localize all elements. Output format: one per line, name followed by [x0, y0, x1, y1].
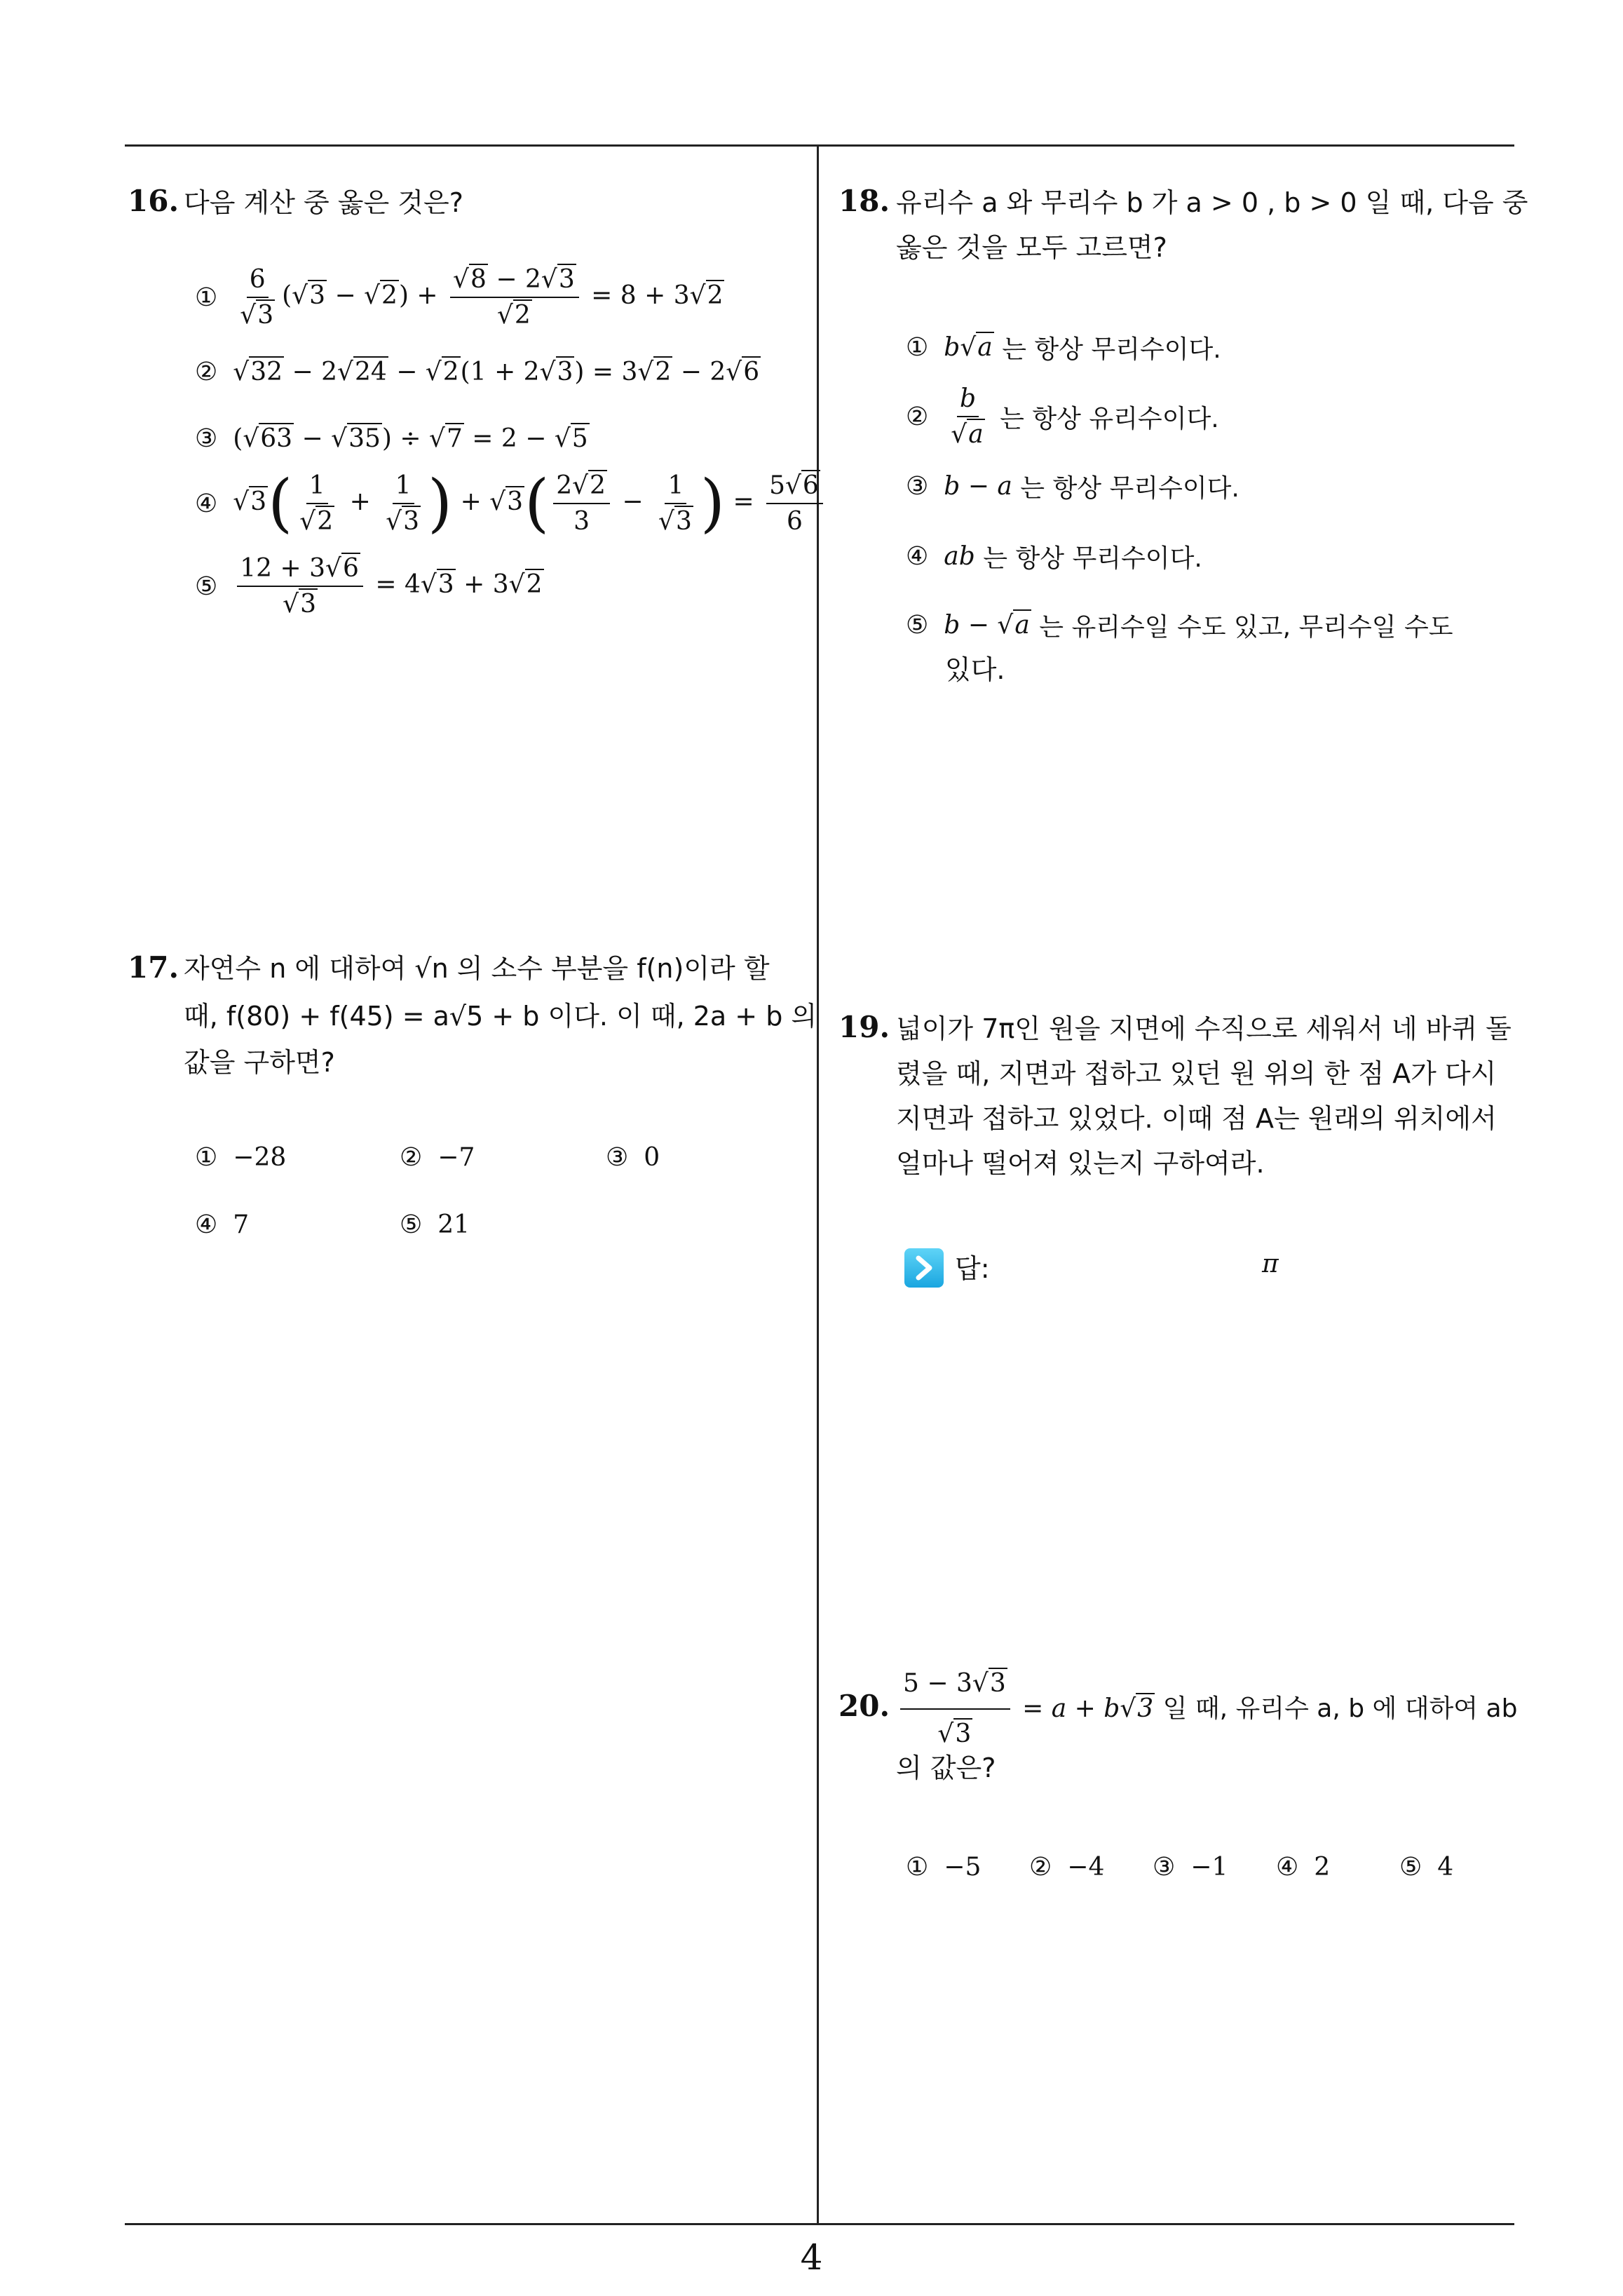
question-line-2: 렸을 때, 지면과 접하고 있던 원 위의 한 점 A가 다시	[896, 1058, 1497, 1089]
math-expression: b − a	[944, 472, 1012, 501]
math-expression: b√a	[944, 333, 993, 362]
choice-1[interactable]	[195, 265, 724, 330]
question-line-3: 값을 구하면?	[184, 1047, 335, 1078]
choice-3[interactable]	[606, 1143, 660, 1172]
choice-value: −1	[1190, 1853, 1228, 1882]
choice-text: 는 유리수일 수도 있고, 무리수일 수도	[1039, 613, 1453, 642]
choice-value: −28	[233, 1143, 287, 1172]
answer-label: 답:	[955, 1253, 990, 1284]
choice-text: 는 항상 무리수이다.	[1020, 474, 1240, 503]
choice-value: 0	[644, 1143, 660, 1172]
question-line-4: 얼마나 떨어져 있는지 구하여라.	[896, 1148, 1265, 1179]
question-line-2: 때, f(80) + f(45) = a√5 + b 이다. 이 때, 2a + b 의	[184, 1001, 817, 1032]
choice-2[interactable]	[1029, 1853, 1104, 1882]
math-expression: ab	[944, 542, 975, 571]
answer-field[interactable]	[1003, 1245, 1255, 1288]
choice-4[interactable]	[906, 539, 1202, 574]
choice-mark: ①	[195, 283, 218, 312]
choice-mark: ⑤	[1399, 1853, 1422, 1882]
question-number: 16.	[128, 184, 179, 218]
choice-5[interactable]	[1399, 1853, 1453, 1882]
question-prompt: 다음 계산 중 옳은 것은?	[184, 187, 463, 218]
choice-mark: ⑤	[906, 611, 929, 640]
choice-mark: ①	[195, 1143, 218, 1172]
choice-mark: ②	[400, 1143, 423, 1172]
choice-5[interactable]	[906, 607, 1453, 643]
choice-text: 는 항상 유리수이다.	[1000, 404, 1219, 433]
choice-1[interactable]	[195, 1143, 286, 1172]
bottom-rule	[125, 2223, 1514, 2225]
choice-3[interactable]	[906, 468, 1240, 504]
math-expression: (√63 − √35) ÷ √7 = 2 − √5	[233, 424, 588, 453]
choice-mark: ②	[195, 358, 218, 386]
choice-mark: ⑤	[195, 572, 218, 601]
question-line-1: 넓이가 7π인 원을 지면에 수직으로 세워서 네 바퀴 돌	[896, 1013, 1512, 1044]
choice-4[interactable]	[195, 466, 827, 540]
choice-value: −5	[944, 1853, 982, 1882]
question-text: 일 때, 유리수 a, b 에 대하여 ab	[1162, 1694, 1518, 1723]
question-line-2: 옳은 것을 모두 고르면?	[896, 232, 1167, 263]
question-line-2: 의 값은?	[896, 1753, 996, 1783]
choice-mark: ④	[195, 489, 218, 518]
choice-3[interactable]	[195, 424, 590, 453]
chevron-right-icon	[904, 1248, 944, 1288]
choice-4[interactable]	[195, 1210, 249, 1239]
question-number: 20.	[838, 1689, 890, 1723]
choice-value: −7	[437, 1143, 475, 1172]
choice-4[interactable]	[1276, 1853, 1330, 1882]
choice-1[interactable]	[906, 330, 1221, 365]
math-expression: $\frac{5 - 3√3}{√3}$	[900, 1662, 1010, 1756]
choice-value: 2	[1314, 1853, 1331, 1882]
choice-text: 는 항상 무리수이다.	[1002, 335, 1221, 364]
choice-mark: ④	[195, 1210, 218, 1239]
question-line-1: 유리수 a 와 무리수 b 가 a > 0 , b > 0 일 때, 다음 중	[896, 187, 1528, 218]
choice-value: 7	[233, 1210, 250, 1239]
question-number: 19.	[838, 1010, 890, 1044]
math-expression: $\frac{6}{√3}$ (√3 − √2) + $\frac{√8 - 2√3}{√2}$ = 8 + 3√2	[240, 265, 724, 330]
choice-2[interactable]	[195, 358, 761, 386]
choice-5[interactable]	[400, 1210, 470, 1239]
choice-mark: ⑤	[400, 1210, 423, 1239]
choice-mark: ③	[1153, 1853, 1176, 1882]
choice-mark: ①	[906, 1853, 929, 1882]
math-expression: $\frac{b}{√a}$	[951, 384, 984, 449]
choice-value: 4	[1437, 1853, 1454, 1882]
answer-unit: π	[1262, 1250, 1279, 1278]
choice-3[interactable]	[1153, 1853, 1228, 1882]
top-rule	[125, 144, 1514, 147]
choice-mark: ④	[1276, 1853, 1299, 1882]
choice-1[interactable]	[906, 1853, 981, 1882]
choice-2[interactable]	[400, 1143, 475, 1172]
question-line-1: $\frac{5 - 3√3}{√3}$ = a + b√3 일 때, 유리수 a, b 에 대하여 ab	[896, 1662, 1517, 1756]
choice-mark: ②	[1029, 1853, 1052, 1882]
choice-mark: ③	[906, 472, 929, 501]
math-expression: b − √a	[944, 611, 1030, 640]
choice-5-continuation: 있다.	[945, 654, 1005, 685]
question-number: 18.	[838, 184, 890, 218]
question-line-1: 자연수 n 에 대하여 √n 의 소수 부분을 f(n)이라 할	[184, 953, 770, 984]
choice-mark: ①	[906, 333, 929, 362]
column-divider	[817, 144, 819, 2224]
question-line-3: 지면과 접하고 있었다. 이때 점 A는 원래의 위치에서	[896, 1103, 1497, 1134]
choice-mark: ④	[906, 542, 929, 571]
choice-value: 21	[437, 1210, 470, 1239]
math-expression: √3( $\frac{1}{√2}$ + $\frac{1}{√3}$ ) + √3( $\frac{2√2}{3}$ − $\frac{1}{√3}$ ) = $\frac{5√6}{6}$	[233, 471, 827, 536]
question-number: 17.	[128, 950, 179, 985]
choice-mark: ③	[606, 1143, 629, 1172]
choice-5[interactable]	[195, 554, 544, 619]
choice-mark: ②	[906, 402, 929, 431]
page-number: 4	[800, 2237, 823, 2278]
choice-value: −4	[1067, 1853, 1105, 1882]
choice-2[interactable]	[906, 384, 1219, 449]
math-expression: $\frac{12 + 3√6}{√3}$ = 4√3 + 3√2	[233, 554, 543, 619]
math-expression: √32 − 2√24 − √2(1 + 2√3) = 3√2 − 2√6	[233, 358, 760, 386]
choice-mark: ③	[195, 424, 218, 453]
choice-text: 는 항상 무리수이다.	[983, 544, 1202, 573]
